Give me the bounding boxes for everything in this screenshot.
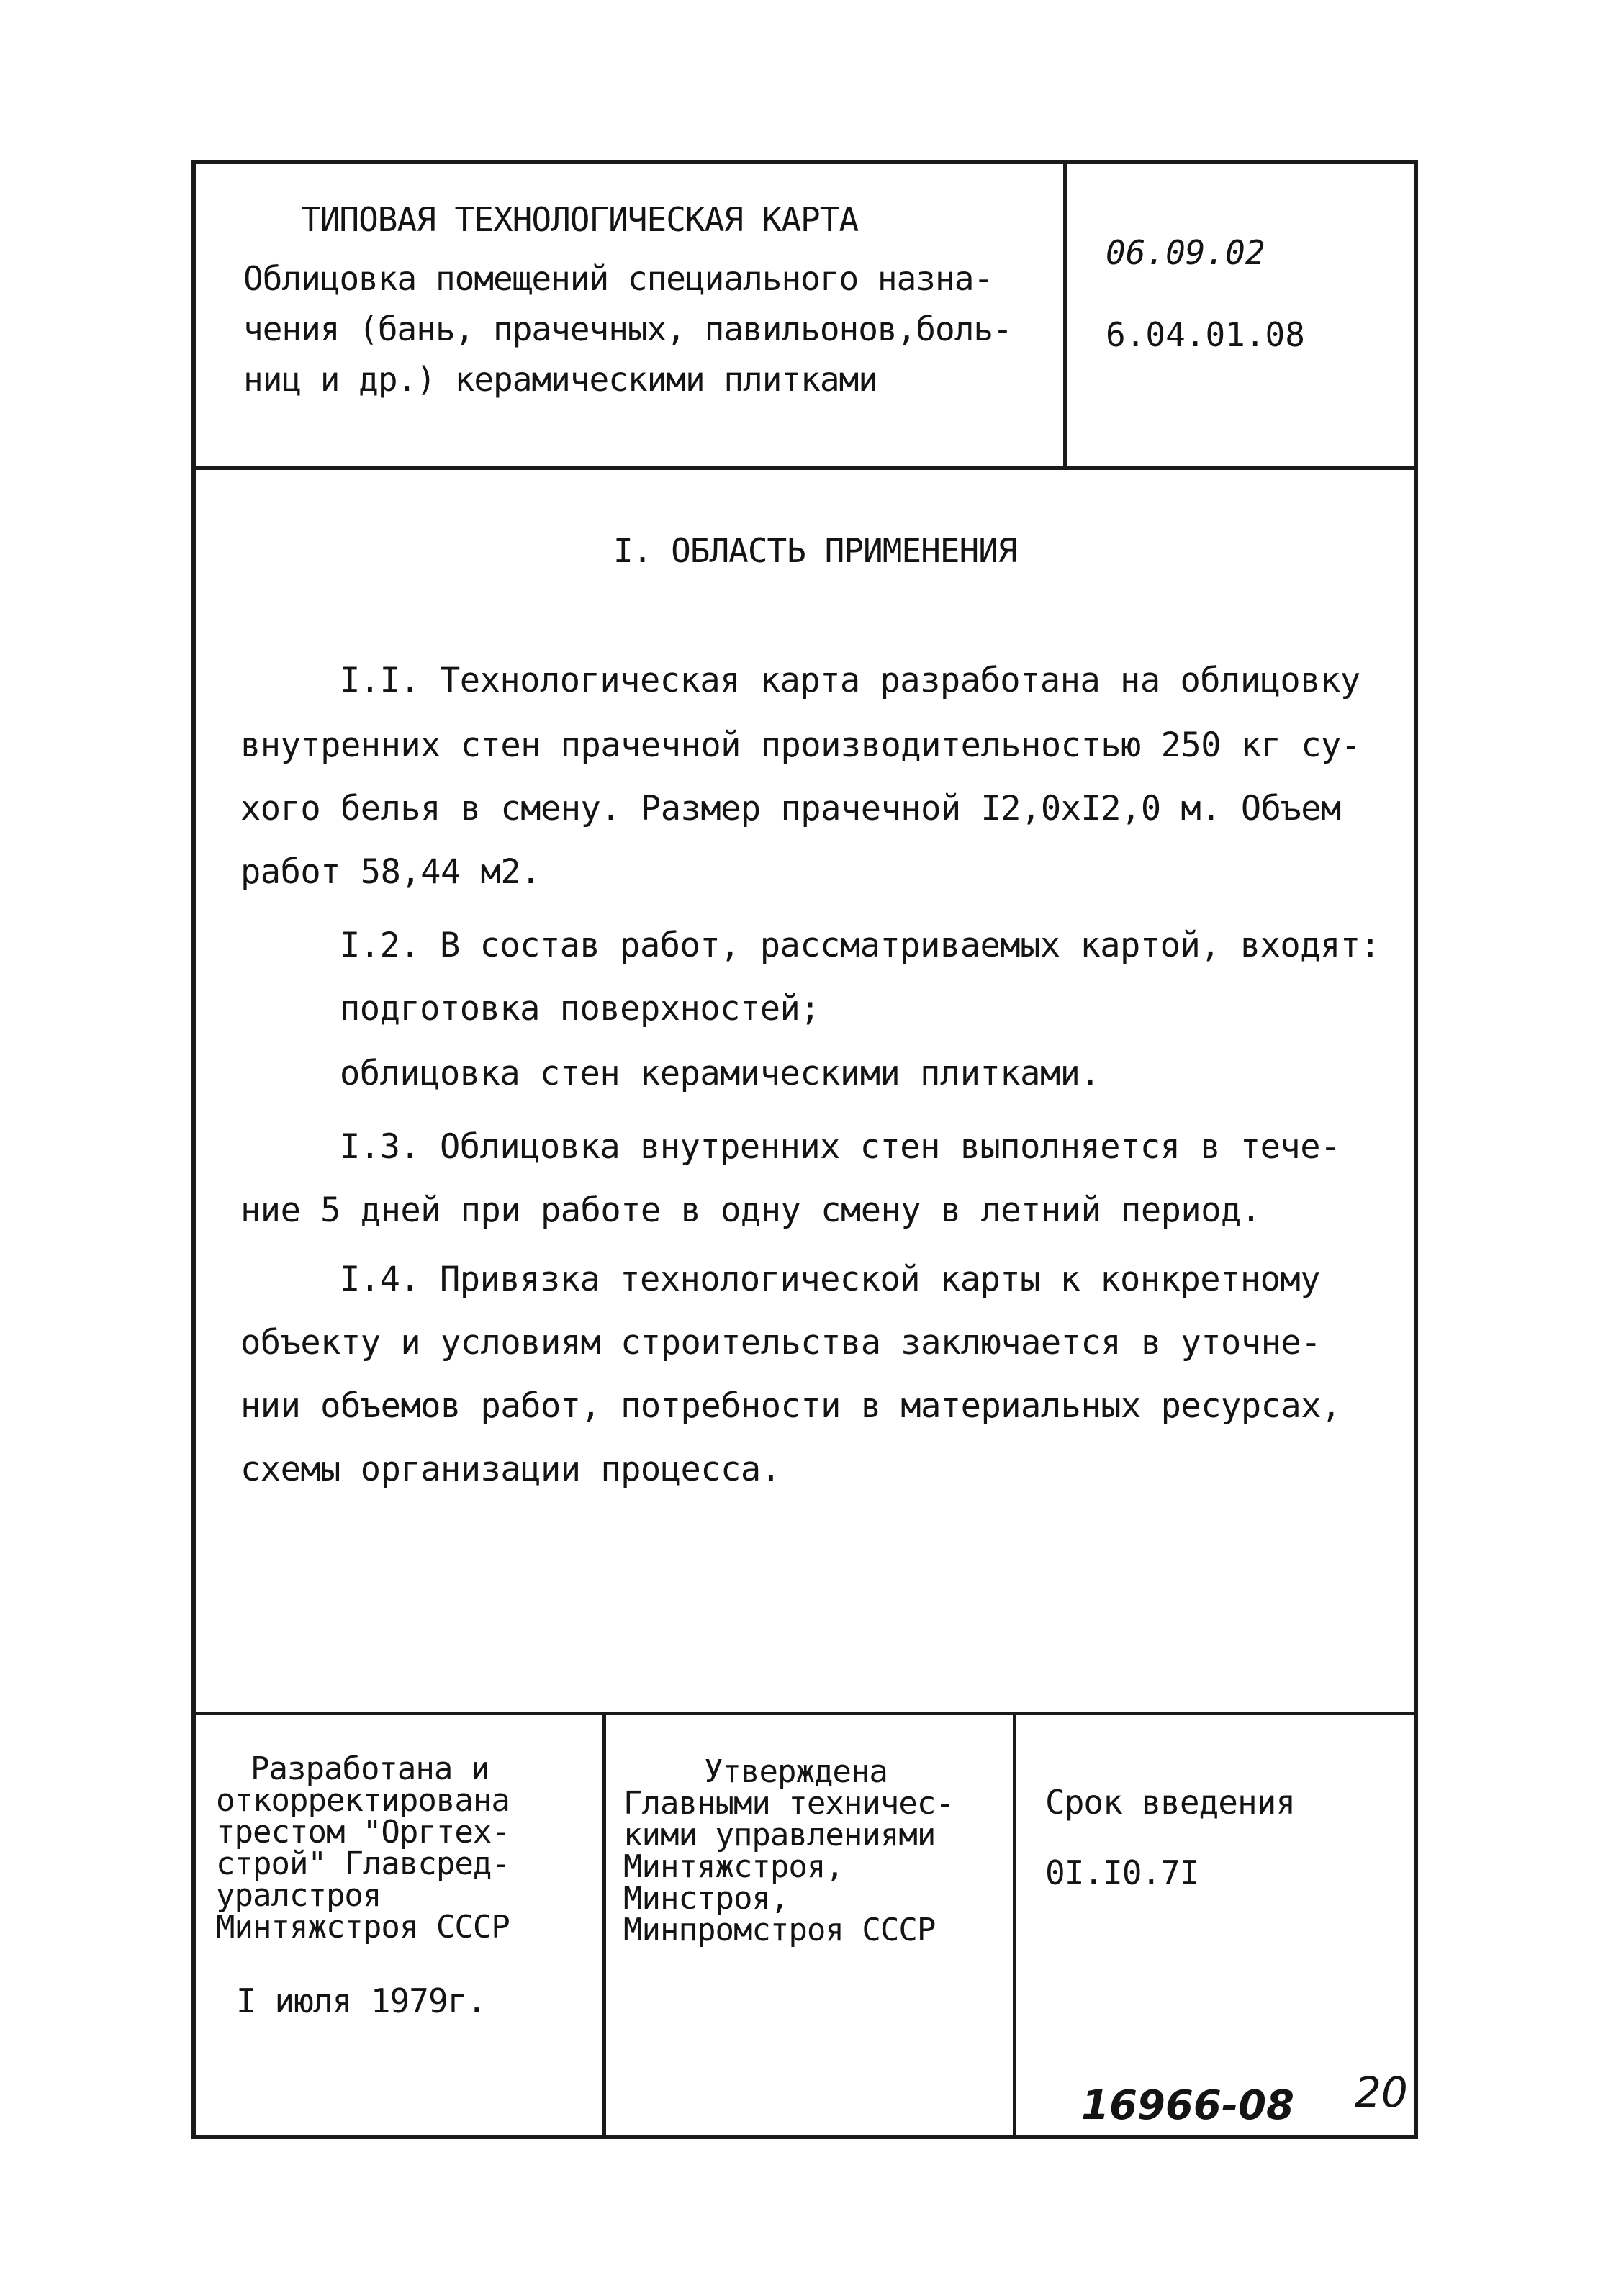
approval-cell [606,1715,1016,2139]
approval-line: Минтяжстроя, [623,1848,844,1885]
classification-code: 06.09.02 [1106,233,1265,272]
document-number: 16966-08 [1081,2082,1294,2129]
paragraph-line: ние 5 дней при работе в одну смену в летний период. [240,1190,1261,1230]
developer-line: строй" Главсред- [216,1845,510,1882]
document-sheet [191,160,1418,2139]
approval-line: Утверждена [704,1753,888,1790]
paragraph-line: нии объемов работ, потребности в материальных ресурсах, [240,1386,1341,1426]
paragraph-line: I.3. Облицовка внутренних стен выполняется в тече- [340,1127,1340,1167]
paragraph-line: работ 58,44 м2. [240,852,541,892]
paragraph-line: облицовка стен керамическими плитками. [340,1054,1101,1093]
paragraph-line: внутренних стен прачечной производительностью 250 кг су- [240,726,1361,765]
approval-line: Минстроя, [623,1880,789,1917]
document-code: 6.04.01.08 [1106,315,1305,354]
approval-line: кими управлениями [623,1817,936,1853]
developer-cell [196,1715,606,2139]
developer-line: Минтяжстроя СССР [216,1909,510,1945]
developer-line: Разработана и [250,1750,489,1787]
document-subtitle [243,253,1057,404]
header-title-cell [196,164,1067,466]
paragraph-line: подготовка поверхностей; [340,989,821,1029]
paragraph-line: объекту и условиям строительства заключается в уточне- [240,1323,1322,1362]
effective-date: 0I.I0.7I [1045,1853,1199,1892]
developer-line: трестом "Оргтех- [216,1814,510,1850]
paragraph-line: I.4. Привязка технологической карты к конкретному [340,1260,1321,1299]
footer-block [196,1712,1414,2139]
section-heading: I. ОБЛАСТЬ ПРИМЕНЕНИЯ [613,531,1017,570]
subtitle-line: чения (бань, прачечных, павильонов,боль- [243,309,1012,348]
developer-line: откорректирована [216,1782,510,1819]
subtitle-line: Облицовка помещений специального назна- [243,259,993,298]
header-block [196,164,1414,470]
developer-line: уралстроя [216,1877,382,1914]
paragraph-line: I.I. Технологическая карта разработана на облицовку [340,661,1360,700]
paragraph-line: хого белья в смену. Размер прачечной I2,0хI2,0 м. Объем [240,789,1341,828]
document-title: ТИПОВАЯ ТЕХНОЛОГИЧЕСКАЯ КАРТА [301,200,859,239]
effective-date-cell [1016,1715,1418,2139]
header-code-cell [1067,164,1418,466]
effective-label: Срок введения [1045,1783,1296,1822]
subtitle-line: ниц и др.) керамическими плитками [243,360,877,399]
paragraph-line: схемы организации процесса. [240,1450,781,1489]
developer-date: I июля 1979г. [236,1981,487,2020]
page-number: 20 [1355,2068,1408,2117]
approval-line: Минпромстроя СССР [623,1912,936,1948]
approval-line: Главными техничес- [623,1785,954,1822]
paragraph-line: I.2. В состав работ, рассматриваемых картой, входят: [340,926,1381,965]
